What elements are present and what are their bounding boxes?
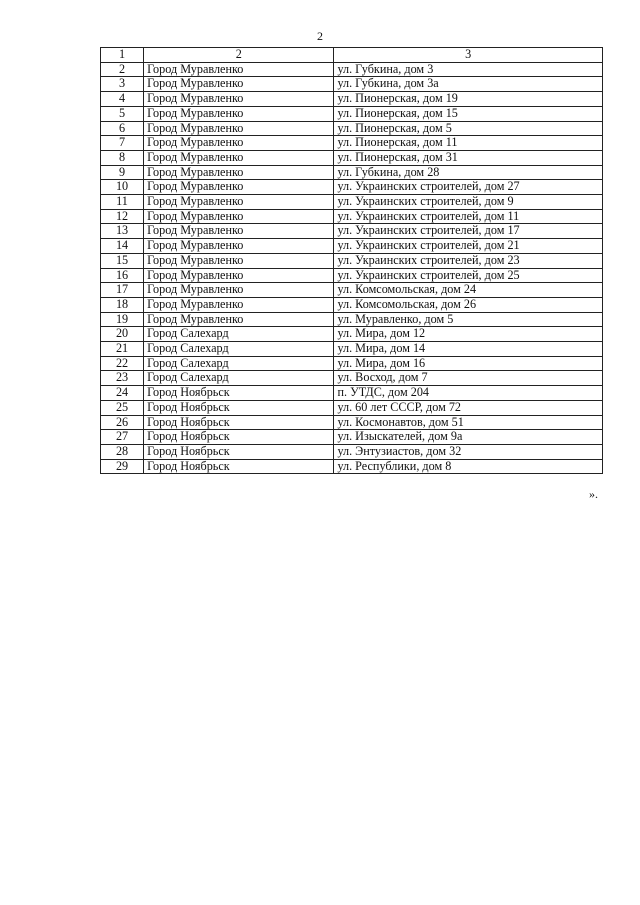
- address-cell: ул. Комсомольская, дом 26: [334, 297, 603, 312]
- address-cell: ул. Комсомольская, дом 24: [334, 283, 603, 298]
- row-number-cell: 17: [101, 283, 144, 298]
- address-cell: ул. Украинских строителей, дом 21: [334, 239, 603, 254]
- table-row: [101, 371, 603, 386]
- city-cell: Город Муравленко: [144, 209, 334, 224]
- city-cell: Город Муравленко: [144, 239, 334, 254]
- address-cell: ул. Пионерская, дом 19: [334, 92, 603, 107]
- city-cell: Город Муравленко: [144, 297, 334, 312]
- row-number-cell: 20: [101, 327, 144, 342]
- city-cell: Город Муравленко: [144, 283, 334, 298]
- address-cell: ул. Украинских строителей, дом 27: [334, 180, 603, 195]
- row-number-cell: 19: [101, 312, 144, 327]
- city-cell: Город Муравленко: [144, 180, 334, 195]
- table-row: [101, 283, 603, 298]
- row-number-cell: 25: [101, 400, 144, 415]
- row-number-cell: 9: [101, 165, 144, 180]
- address-cell: ул. Космонавтов, дом 51: [334, 415, 603, 430]
- row-number-cell: 22: [101, 356, 144, 371]
- table-row: [101, 121, 603, 136]
- city-cell: Город Ноябрьск: [144, 400, 334, 415]
- header-cell-address: 3: [334, 48, 603, 63]
- city-cell: Город Салехард: [144, 342, 334, 357]
- table-row: [101, 253, 603, 268]
- address-cell: ул. Украинских строителей, дом 11: [334, 209, 603, 224]
- table-row: [101, 327, 603, 342]
- address-cell: ул. Украинских строителей, дом 9: [334, 195, 603, 210]
- city-cell: Город Муравленко: [144, 150, 334, 165]
- address-cell: ул. Мира, дом 14: [334, 342, 603, 357]
- row-number-cell: 26: [101, 415, 144, 430]
- address-cell: ул. Энтузиастов, дом 32: [334, 444, 603, 459]
- city-cell: Город Муравленко: [144, 195, 334, 210]
- address-cell: ул. Пионерская, дом 5: [334, 121, 603, 136]
- row-number-cell: 18: [101, 297, 144, 312]
- table-row: [101, 106, 603, 121]
- table-row: [101, 209, 603, 224]
- row-number-cell: 15: [101, 253, 144, 268]
- table-row: [101, 356, 603, 371]
- city-cell: Город Ноябрьск: [144, 430, 334, 445]
- address-cell: ул. Украинских строителей, дом 17: [334, 224, 603, 239]
- city-cell: Город Ноябрьск: [144, 415, 334, 430]
- closing-quote-mark: ».: [589, 487, 598, 501]
- table-row: [101, 415, 603, 430]
- address-cell: ул. Губкина, дом 3а: [334, 77, 603, 92]
- table-row: [101, 312, 603, 327]
- address-cell: ул. Мира, дом 12: [334, 327, 603, 342]
- address-cell: ул. Пионерская, дом 15: [334, 106, 603, 121]
- city-cell: Город Салехард: [144, 371, 334, 386]
- address-cell: ул. Республики, дом 8: [334, 459, 603, 474]
- table-header-row: [101, 48, 603, 63]
- row-number-cell: 3: [101, 77, 144, 92]
- address-cell: п. УТДС, дом 204: [334, 386, 603, 401]
- city-cell: Город Ноябрьск: [144, 459, 334, 474]
- row-number-cell: 2: [101, 62, 144, 77]
- city-cell: Город Салехард: [144, 327, 334, 342]
- row-number-cell: 16: [101, 268, 144, 283]
- address-cell: ул. 60 лет СССР, дом 72: [334, 400, 603, 415]
- table-row: [101, 400, 603, 415]
- row-number-cell: 13: [101, 224, 144, 239]
- city-cell: Город Ноябрьск: [144, 444, 334, 459]
- page-number: 2: [317, 29, 323, 43]
- table-row: [101, 268, 603, 283]
- address-table: [100, 47, 603, 474]
- table-row: [101, 239, 603, 254]
- address-cell: ул. Губкина, дом 3: [334, 62, 603, 77]
- table-row: [101, 430, 603, 445]
- table-row: [101, 165, 603, 180]
- row-number-cell: 6: [101, 121, 144, 136]
- city-cell: Город Муравленко: [144, 77, 334, 92]
- address-cell: ул. Пионерская, дом 31: [334, 150, 603, 165]
- row-number-cell: 10: [101, 180, 144, 195]
- row-number-cell: 29: [101, 459, 144, 474]
- address-cell: ул. Мира, дом 16: [334, 356, 603, 371]
- city-cell: Город Муравленко: [144, 253, 334, 268]
- row-number-cell: 11: [101, 195, 144, 210]
- city-cell: Город Муравленко: [144, 268, 334, 283]
- address-cell: ул. Украинских строителей, дом 23: [334, 253, 603, 268]
- city-cell: Город Муравленко: [144, 165, 334, 180]
- row-number-cell: 21: [101, 342, 144, 357]
- address-cell: ул. Пионерская, дом 11: [334, 136, 603, 151]
- row-number-cell: 8: [101, 150, 144, 165]
- city-cell: Город Муравленко: [144, 106, 334, 121]
- table-row: [101, 459, 603, 474]
- table-row: [101, 180, 603, 195]
- header-cell-city: 2: [144, 48, 334, 63]
- address-table-body: [101, 48, 603, 474]
- address-cell: ул. Муравленко, дом 5: [334, 312, 603, 327]
- city-cell: Город Салехард: [144, 356, 334, 371]
- table-row: [101, 77, 603, 92]
- address-cell: ул. Восход, дом 7: [334, 371, 603, 386]
- address-cell: ул. Губкина, дом 28: [334, 165, 603, 180]
- header-cell-number: 1: [101, 48, 144, 63]
- city-cell: Город Ноябрьск: [144, 386, 334, 401]
- row-number-cell: 23: [101, 371, 144, 386]
- city-cell: Город Муравленко: [144, 121, 334, 136]
- table-row: [101, 136, 603, 151]
- row-number-cell: 28: [101, 444, 144, 459]
- table-row: [101, 342, 603, 357]
- city-cell: Город Муравленко: [144, 224, 334, 239]
- table-row: [101, 92, 603, 107]
- city-cell: Город Муравленко: [144, 62, 334, 77]
- row-number-cell: 7: [101, 136, 144, 151]
- address-cell: ул. Украинских строителей, дом 25: [334, 268, 603, 283]
- table-row: [101, 224, 603, 239]
- row-number-cell: 4: [101, 92, 144, 107]
- row-number-cell: 5: [101, 106, 144, 121]
- table-row: [101, 150, 603, 165]
- row-number-cell: 27: [101, 430, 144, 445]
- table-row: [101, 195, 603, 210]
- table-row: [101, 386, 603, 401]
- row-number-cell: 12: [101, 209, 144, 224]
- city-cell: Город Муравленко: [144, 136, 334, 151]
- city-cell: Город Муравленко: [144, 92, 334, 107]
- address-cell: ул. Изыскателей, дом 9а: [334, 430, 603, 445]
- table-row: [101, 62, 603, 77]
- table-row: [101, 297, 603, 312]
- table-row: [101, 444, 603, 459]
- row-number-cell: 14: [101, 239, 144, 254]
- row-number-cell: 24: [101, 386, 144, 401]
- city-cell: Город Муравленко: [144, 312, 334, 327]
